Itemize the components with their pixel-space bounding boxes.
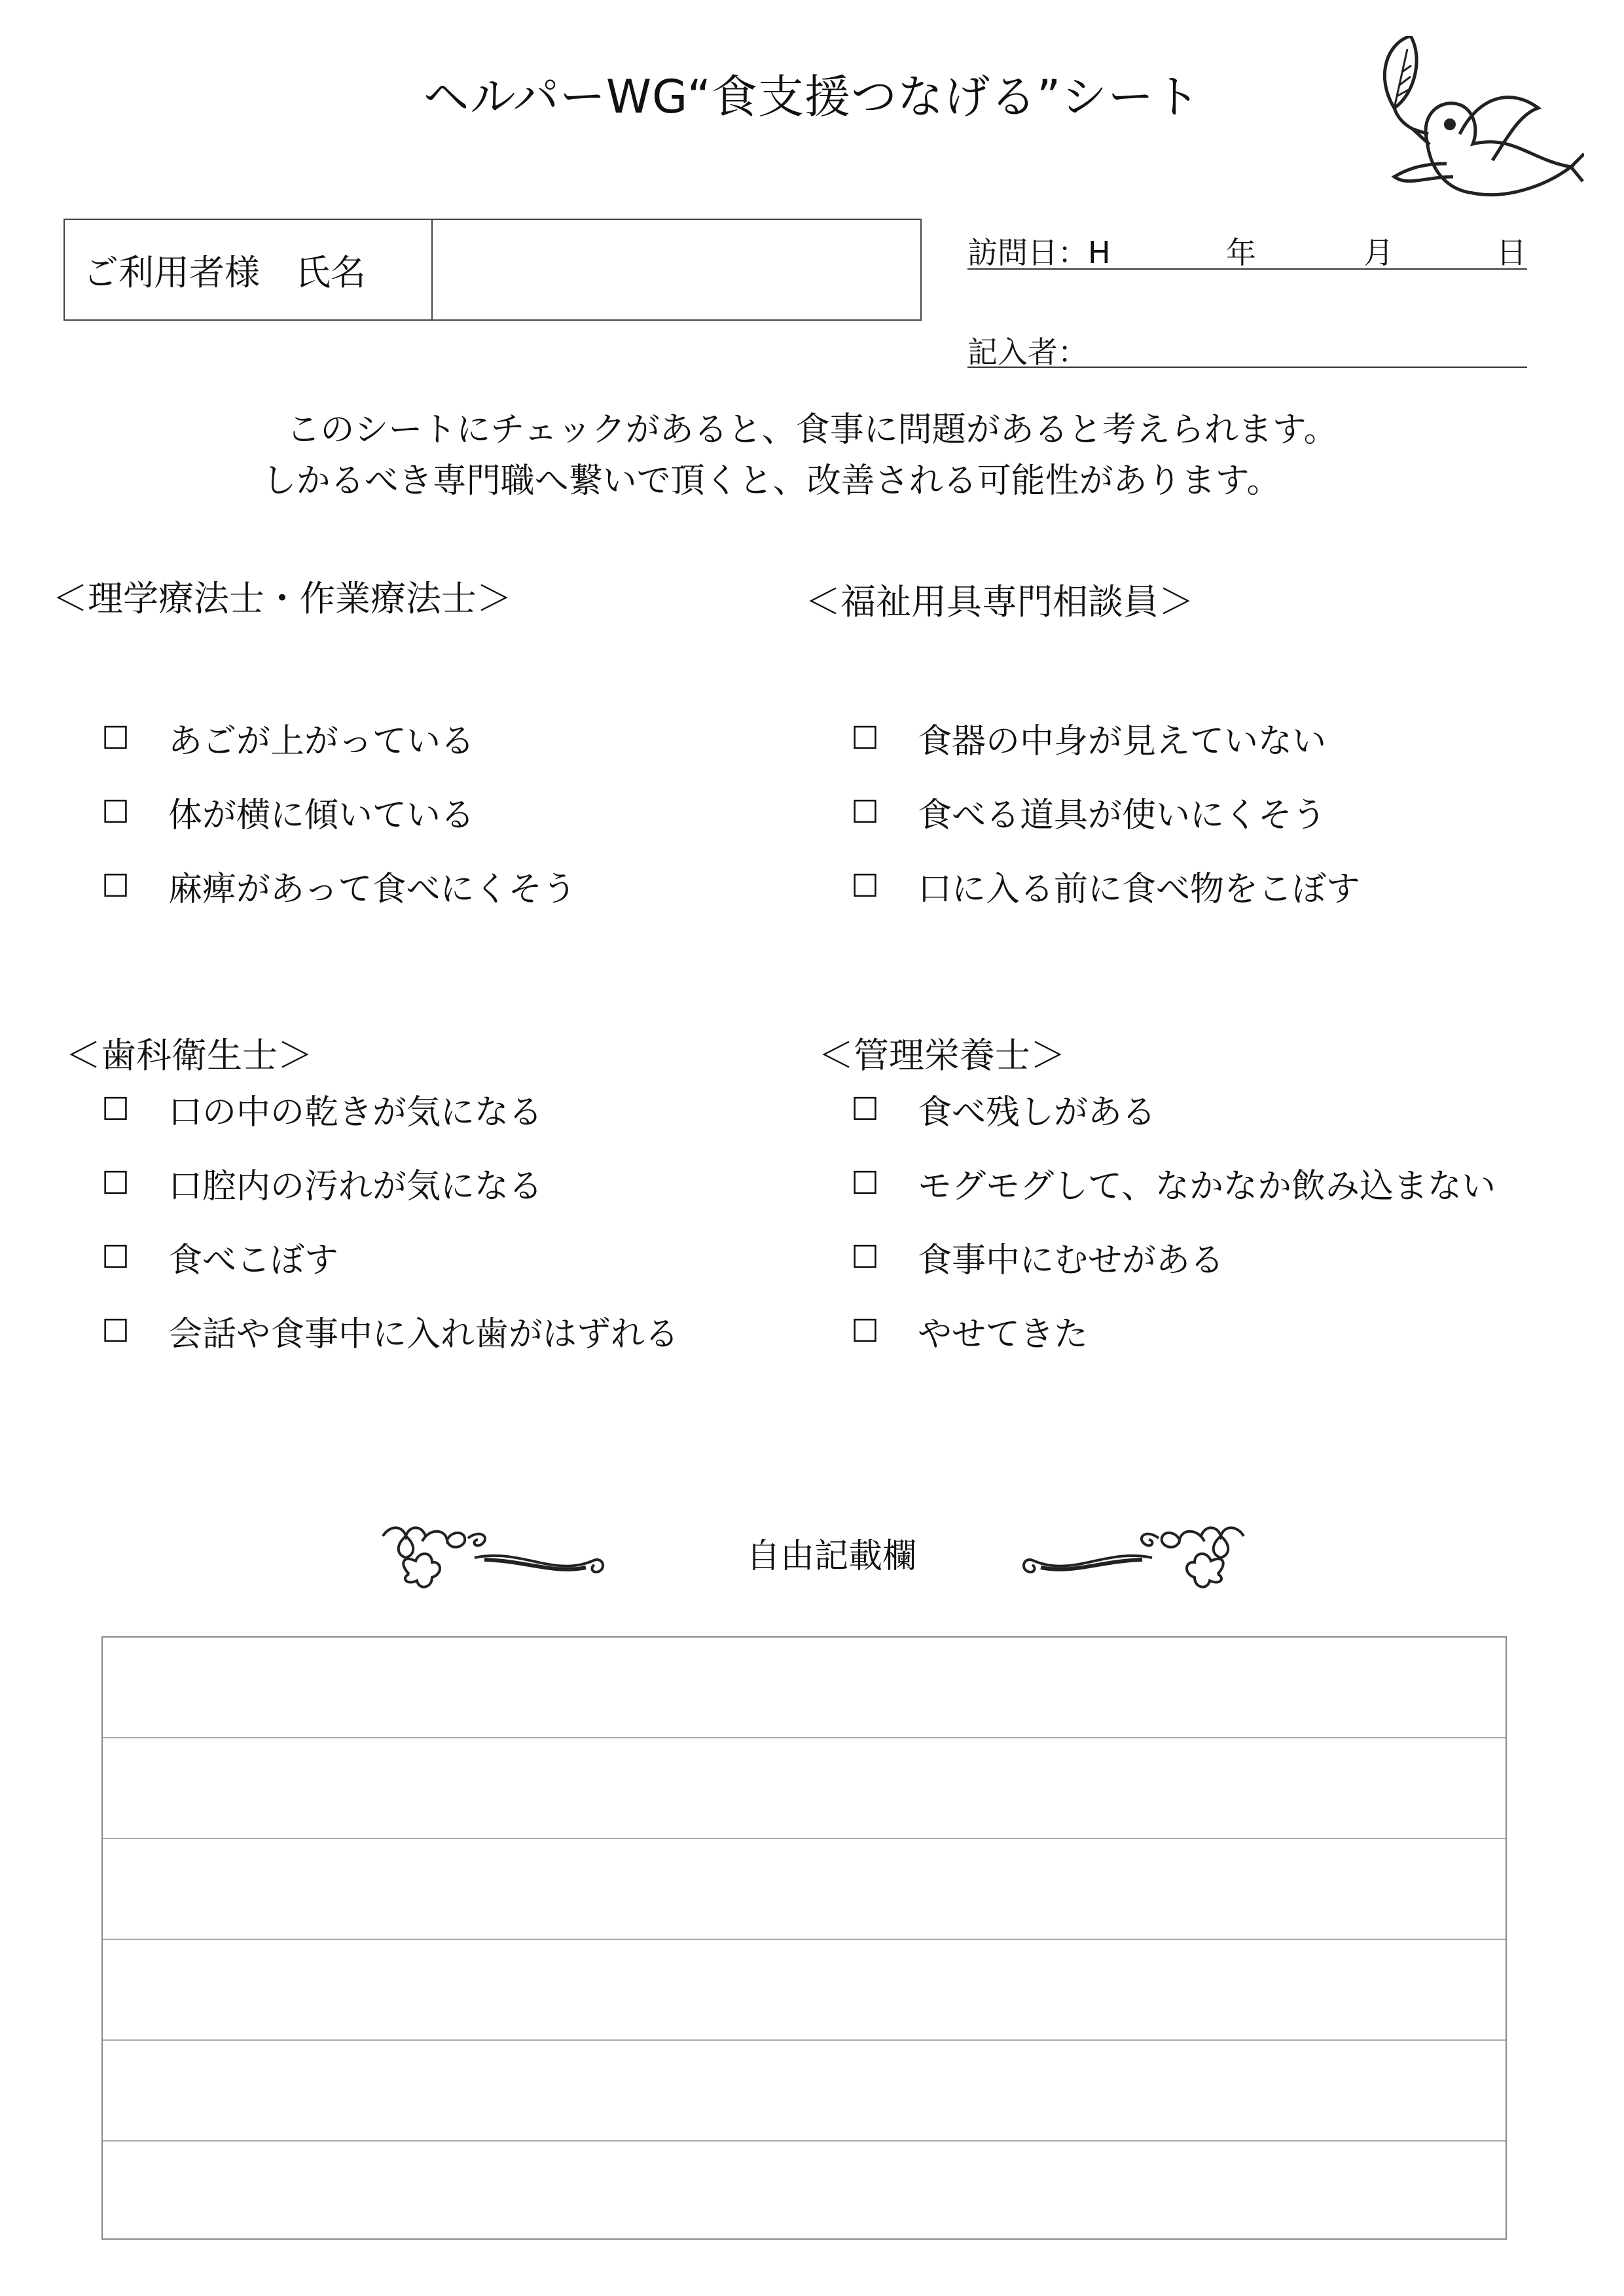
notes-line[interactable] [103, 1940, 1506, 2041]
checklist-item[interactable]: ☐ 体が横に傾いている [101, 793, 475, 835]
notes-line[interactable] [103, 2041, 1506, 2142]
visit-year-label: 年 [1226, 235, 1256, 270]
checklist-item[interactable]: ☐ 食べる道具が使いにくそう [851, 793, 1327, 835]
checklist-item[interactable]: ☐ 麻痺があって食べにくそう [101, 867, 577, 909]
recorder-line[interactable] [967, 329, 1527, 368]
section-heading-dental: ＜歯科衛生士＞ [65, 1035, 313, 1076]
section-heading-welfare: ＜福祉用具専門相談員＞ [805, 581, 1194, 622]
notes-line[interactable] [103, 1638, 1506, 1738]
bird-with-leaf-illustration [1375, 36, 1584, 213]
checklist-item[interactable]: ☐ 口に入る前に食べ物をこぼす [851, 867, 1361, 909]
checkbox-icon[interactable]: ☐ [851, 1164, 880, 1202]
checkbox-icon[interactable]: ☐ [101, 1164, 130, 1202]
checkbox-icon[interactable]: ☐ [101, 719, 130, 757]
checklist-item[interactable]: ☐ 食事中にむせがある [851, 1238, 1225, 1280]
recorder-label: 記入者： [967, 334, 1088, 370]
visit-date-label: 訪問日：H [967, 235, 1111, 270]
checkbox-icon[interactable]: ☐ [851, 793, 880, 831]
user-name-box [63, 219, 922, 321]
intro-line-1: このシートにチェックがあると、食事に問題があると考えられます。 [286, 410, 1338, 450]
checkbox-icon[interactable]: ☐ [851, 1312, 880, 1350]
notes-line[interactable] [103, 1738, 1506, 1839]
checkbox-icon[interactable]: ☐ [851, 867, 880, 905]
visit-date-line[interactable] [967, 229, 1527, 270]
notes-line[interactable] [103, 2142, 1506, 2241]
checklist-item[interactable]: ☐ モグモグして、なかなか飲み込まない [851, 1164, 1496, 1206]
checkbox-icon[interactable]: ☐ [101, 1238, 130, 1276]
checklist-item[interactable]: ☐ あごが上がっている [101, 719, 475, 761]
checkbox-icon[interactable]: ☐ [101, 867, 130, 905]
user-name-label: ご利用者様 氏名 [65, 220, 433, 319]
user-name-field[interactable] [433, 220, 920, 319]
checklist-item[interactable]: ☐ 会話や食事中に入れ歯がはずれる [101, 1312, 679, 1354]
checklist-item[interactable]: ☐ 口腔内の汚れが気になる [101, 1164, 543, 1206]
checklist-item[interactable]: ☐ 食べこぼす [101, 1238, 339, 1280]
checkbox-icon[interactable]: ☐ [851, 1090, 880, 1128]
checkbox-icon[interactable]: ☐ [851, 719, 880, 757]
flourish-right-ornament [1008, 1509, 1257, 1607]
checklist-item[interactable]: ☐ やせてきた [851, 1312, 1089, 1354]
flourish-left-ornament [370, 1509, 619, 1607]
page-title: ヘルパーWG“食支援つなげる”シート [423, 70, 1201, 124]
intro-line-2: しかるべき専門職へ繋いで頂くと、改善される可能性があります。 [262, 461, 1281, 501]
visit-month-label: 月 [1363, 235, 1394, 270]
notes-line[interactable] [103, 1839, 1506, 1940]
checklist-item[interactable]: ☐ 口の中の乾きが気になる [101, 1090, 543, 1132]
section-heading-pt-ot: ＜理学療法士・作業療法士＞ [52, 578, 512, 619]
checkbox-icon[interactable]: ☐ [101, 793, 130, 831]
checkbox-icon[interactable]: ☐ [851, 1238, 880, 1276]
free-section-title: 自由記載欄 [746, 1537, 916, 1576]
visit-day-label: 日 [1496, 235, 1526, 270]
checkbox-icon[interactable]: ☐ [101, 1312, 130, 1350]
checklist-item[interactable]: ☐ 食べ残しがある [851, 1090, 1157, 1132]
checklist-item[interactable]: ☐ 食器の中身が見えていない [851, 719, 1327, 761]
checkbox-icon[interactable]: ☐ [101, 1090, 130, 1128]
section-heading-dietitian: ＜管理栄養士＞ [818, 1035, 1066, 1076]
free-notes-box[interactable] [101, 1636, 1507, 2240]
